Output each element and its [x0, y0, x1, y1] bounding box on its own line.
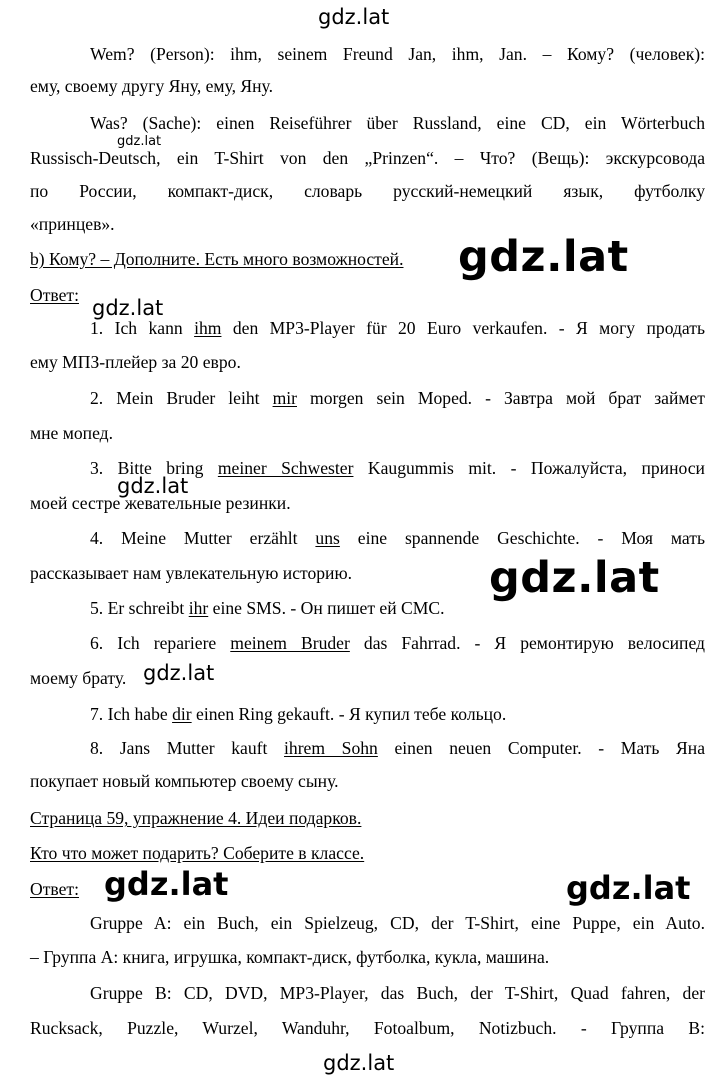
answer-line: 8. Jans Mutter kauft ihrem Sohn einen neuen Computer. - Мать Яна [90, 738, 706, 758]
text-line: Was? (Sache): einen Reiseführer über Russland, eine CD, ein Wörterbuch [90, 113, 705, 133]
answer-line: 2. Mein Bruder leiht mir morgen sein Moped. - Завтра мой брат займет [90, 388, 705, 408]
watermark-large: gdz.lat [458, 232, 629, 282]
text-line: Rucksack, Puzzle, Wurzel, Wanduhr, Fotoalbum, Notizbuch. - Группа В: [30, 1018, 705, 1038]
answer-line: 5. Er schreibt ihr eine SMS. - Он пишет ей СМС. [90, 598, 445, 618]
answer-label: Ответ: [30, 879, 79, 899]
answer-line: 6. Ich repariere meinem Bruder das Fahrrad. - Я ремонтирую велосипед [90, 633, 706, 653]
section-heading: b) Кому? – Дополните. Есть много возможностей. [30, 249, 404, 269]
watermark-bottom: gdz.lat [323, 1051, 395, 1075]
answer-line: 7. Ich habe dir einen Ring gekauft. - Я купил тебе кольцо. [90, 704, 507, 724]
text-line: Gruppe A: ein Buch, ein Spielzeug, CD, der T-Shirt, eine Puppe, ein Auto. [90, 913, 705, 933]
watermark-top: gdz.lat [318, 5, 390, 29]
answer-line-cont: покупает новый компьютер своему сыну. [30, 771, 339, 791]
section-heading: Страница 59, упражнение 4. Идеи подарков. [30, 808, 362, 828]
answer-line: 1. Ich kann ihm den MP3-Player für 20 Euro verkaufen. - Я могу продать [90, 318, 706, 338]
watermark-small: gdz.lat [143, 661, 215, 685]
text-line: – Группа А: книга, игрушка, компакт-диск, футболка, кукла, машина. [30, 947, 550, 967]
watermark-small: gdz.lat [117, 474, 189, 498]
answer-line-cont: моей сестре жевательные резинки. [30, 493, 291, 513]
answer-line-cont: мне мопед. [30, 423, 114, 443]
watermark-large: gdz.lat [489, 553, 660, 603]
watermark-small: gdz.lat [117, 134, 162, 149]
text-line: ему, своему другу Яну, ему, Яну. [30, 76, 273, 96]
text-line: по России, компакт-диск, словарь русский-немецкий язык, футболку [30, 181, 705, 201]
text-line: Gruppe B: CD, DVD, MP3-Player, das Buch, der T-Shirt, Quad fahren, der [90, 983, 705, 1003]
watermark-small: gdz.lat [92, 296, 164, 320]
text-line: Russisch-Deutsch, ein T-Shirt von den „Prinzen“. – Что? (Вещь): экскурсовода [30, 148, 705, 168]
answer-line-cont: моему брату. [30, 668, 127, 688]
answer-line: 4. Meine Mutter erzählt uns eine spannende Geschichte. - Моя мать [90, 528, 705, 548]
text-line: Wem? (Person): ihm, seinem Freund Jan, ihm, Jan. – Кому? (человек): [90, 44, 705, 64]
section-heading: Кто что может подарить? Соберите в классе. [30, 843, 365, 863]
watermark-medium: gdz.lat [104, 865, 229, 903]
answer-line: 3. Bitte bring meiner Schwester Kaugummis mit. - Пожалуйста, приноси [90, 458, 705, 478]
answer-line-cont: рассказывает нам увлекательную историю. [30, 563, 353, 583]
answer-label: Ответ: [30, 285, 79, 305]
text-line: «принцев». [30, 214, 115, 234]
answer-line-cont: ему МПЗ-плейер за 20 евро. [30, 352, 241, 372]
watermark-medium: gdz.lat [566, 869, 691, 907]
